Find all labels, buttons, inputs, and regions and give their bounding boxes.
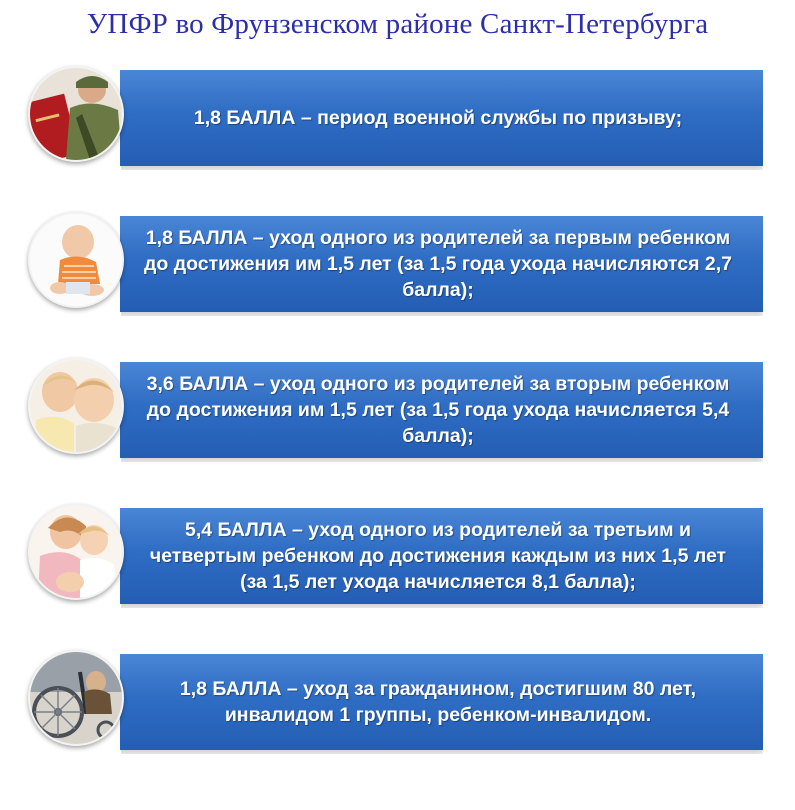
banner-text: 1,8 БАЛЛА – уход одного из родителей за первым ребенком до достижения им 1,5 лет (за 1,5 года ухода начисляются 2,7 балла); <box>143 227 733 301</box>
military-service-photo-icon <box>28 66 124 162</box>
banner-text: 5,4 БАЛЛА – уход одного из родителей за третьим и четвертым ребенком до достижения каждым из них 1,5 лет (за 1,5 лет ухода начисляется 8,1 балла); <box>149 519 727 593</box>
list-item <box>28 504 743 604</box>
mother-children-photo-icon <box>28 504 124 600</box>
page-title: УПФР во Фрунзенском районе Санкт-Петербурга <box>86 8 709 40</box>
banner-text: 3,6 БАЛЛА – уход одного из родителей за вторым ребенком до достижения им 1,5 лет (за 1,5 года ухода начисляется 5,4 балла); <box>146 373 730 447</box>
wheelchair-photo-icon <box>28 650 124 746</box>
two-children-photo-icon <box>28 358 124 454</box>
list-item <box>28 66 743 166</box>
list-item <box>28 212 743 312</box>
list-item <box>28 358 743 458</box>
list-item <box>28 650 743 750</box>
banner-text: 1,8 БАЛЛА – период военной службы по призыву; <box>193 107 683 129</box>
banner-text: 1,8 БАЛЛА – уход за гражданином, достигшим 80 лет, инвалидом 1 группы, ребенком-инвалидом. <box>179 678 697 726</box>
baby-photo-icon <box>28 212 124 308</box>
